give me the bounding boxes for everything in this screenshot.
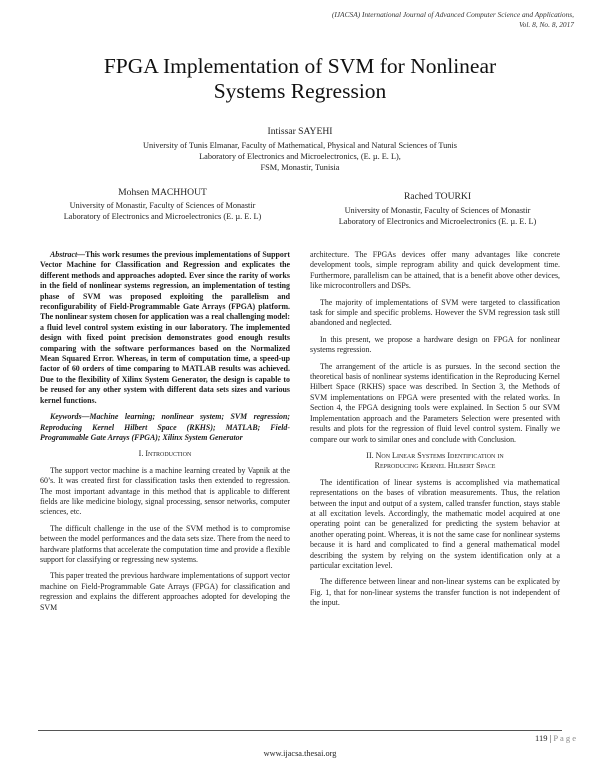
paragraph: The difference between linear and non-linear systems can be explicated by Fig. 1, that for non-linear systems the transfer function is not independent of the input. xyxy=(310,577,560,608)
paragraph: architecture. The FPGAs devices offer many advantages like concrete development tools, simple reprogram ability and quick development time. Furthermore, parallelism can be attained, that is a benefit above other devices, like microcontrollers and DSPs. xyxy=(310,250,560,291)
page-number xyxy=(535,733,576,743)
paragraph: The majority of implementations of SVM were targeted to classification task for simple and specific problems. However the SVM regression task still abandoned and neglected. xyxy=(310,297,560,328)
affiliation-line: Laboratory of Electronics and Microelectronics (E. µ. E. L) xyxy=(63,212,262,221)
footer-rule xyxy=(38,730,562,731)
section-heading-line: Reproducing Kernel Hilbert Space xyxy=(374,461,496,471)
affiliation-line: FSM, Monastir, Tunisia xyxy=(260,163,340,172)
author-name-tourki: Rached TOURKI xyxy=(403,191,472,202)
author-affiliation-tourki xyxy=(305,205,570,227)
section-heading-nonlinear xyxy=(310,451,560,472)
journal-line-2: Vol. 8, No. 8, 2017 xyxy=(518,20,574,29)
keywords xyxy=(40,412,290,443)
affiliation-line: University of Monastir, Faculty of Sciences of Monastir xyxy=(69,201,256,210)
author-name-machhout: Mohsen MACHHOUT xyxy=(118,187,207,198)
paragraph: The arrangement of the article is as pursues. In the second section the theoretical basis of nonlinear systems identification in the Reproducing Kernel Hilbert Space (RKHS) space was described. In Section 3, the Methods of SVM implementations on FPGA were presented with the related works. In Section 4, the FPGA designing tools were explained. In Section 5 our SVM Implementation approach and the Parameters Selection were presented with results and plots for the regression of fluid level control system. Finally we compare our work to similar ones and conclude with Conclusion. xyxy=(310,361,560,444)
keywords-label: Keywords— xyxy=(50,412,90,422)
section-heading-introduction: I. Introduction xyxy=(138,449,192,459)
page-number-value: 119 | xyxy=(535,733,552,743)
abstract-text: This work resumes the previous implementations of Support Vector Machine for Classification and Regression and explicates the different methods and approaches adopted. Ever since the rarity of works in the field of nonlinear systems regression, an implementation of testing phase of SVM was proposed exploiting the parallelism and reconfigurability of Field-Programmable Gate Arrays (FPGA) platform. The nonlinear system chosen for application was a real challenging model: a fluid level control system existing in our laboratory. The implemented design with fixed point precision demonstrates good enough results comparing with the software performances based on the Normalized Mean Squared Error. Whereas, in term of computation time, a speed-up factor of 60 orders of time comparing to MATLAB results was achieved. Due to the flexibility of Xilinx System Generator, the design is capable to be reused for any other system with different data sets sizes and various kernel functions. xyxy=(40,250,290,405)
journal-header xyxy=(332,10,574,30)
paragraph: The support vector machine is a machine learning created by Vapnik at the 60’s. It was created first for classification tasks then extended to regression. The most important advantage in this method that is applicable to different fields are like medicine biology, signal processing, sensor networks, computer sciences, etc. xyxy=(40,465,290,517)
abstract xyxy=(40,250,290,406)
title-line-1: FPGA Implementation of SVM for Nonlinear xyxy=(103,54,497,78)
left-column xyxy=(40,250,290,619)
page-word: P a g e xyxy=(553,733,576,743)
affiliation-line: Laboratory of Electronics and Microelectronics, (E. µ. E. L), xyxy=(199,152,401,161)
abstract-label: Abstract— xyxy=(50,250,86,259)
affiliation-line: University of Monastir, Faculty of Sciences of Monastir xyxy=(344,206,531,215)
keywords-text: Machine learning; nonlinear system; SVM regression; Reproducing Kernel Hilbert Space (RKHS); MATLAB; Field-Programmable Gate Arrays (FPGA); Xilinx System Generator xyxy=(40,412,290,442)
author-name-sayehi: Intissar SAYEHI xyxy=(267,126,333,137)
author-affiliation-sayehi xyxy=(0,140,600,173)
right-column xyxy=(310,250,560,615)
journal-line-1: (IJACSA) International Journal of Advanced Computer Science and Applications, xyxy=(331,10,574,19)
section-heading-line: II. Non Linear Systems Identification in xyxy=(366,450,504,460)
paragraph: The identification of linear systems is accomplished via mathematical representations on the bases of vibration measurements. Thus, the relation between the input and output of a system, called transfer function, stays stable at all excitation levels. Accordingly, the mathematic model acquired at one operating point can be generalized for predicting the system behavior at another operating point. Whereas, it is not the same case for nonlinear systems because it is hard and complicated to find a general mathematical model describing the system by relying on the system identification only at a particular excitation level. xyxy=(310,477,560,570)
affiliation-line: University of Tunis Elmanar, Faculty of Mathematical, Physical and Natural Sciences of Tunis xyxy=(143,141,457,150)
paragraph: In this present, we propose a hardware design on FPGA for nonlinear systems regression. xyxy=(310,334,560,355)
paragraph: This paper treated the previous hardware implementations of support vector machine on Field-Programmable Gate Arrays (FPGA) for classification and regression and explains the different approaches adopted for developing the SVM xyxy=(40,571,290,612)
paragraph: The difficult challenge in the use of the SVM method is to compromise between the model performances and the data sets size. There from the need to hardware platforms that accelerate the computation time and provide a flexible support for classifying or regressing new systems. xyxy=(40,523,290,564)
title-line-2: Systems Regression xyxy=(213,79,387,103)
journal-url: www.ijacsa.thesai.org xyxy=(263,749,337,758)
affiliation-line: Laboratory of Electronics and Microelectronics (E. µ. E. L) xyxy=(338,217,537,226)
paper-title xyxy=(40,54,560,104)
author-affiliation-machhout xyxy=(30,200,295,222)
